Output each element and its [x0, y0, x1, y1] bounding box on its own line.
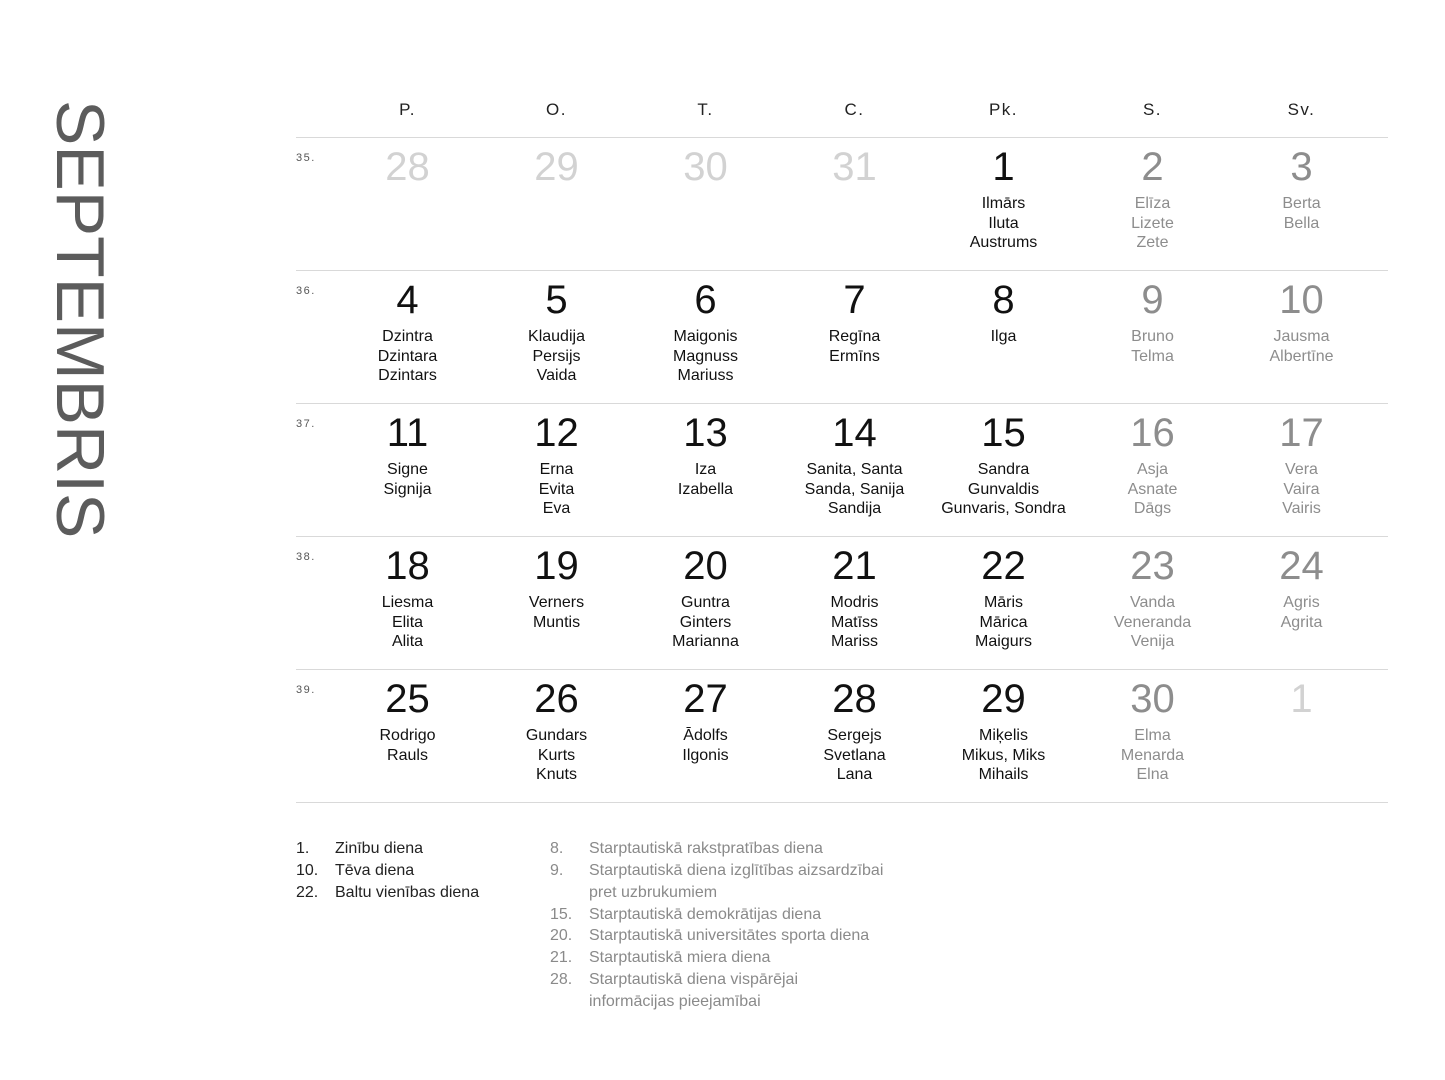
observance-text-line: Tēva diena — [335, 862, 415, 879]
name-day: Eva — [542, 500, 571, 517]
name-day: Muntis — [532, 613, 581, 631]
day-number: 12 — [534, 411, 579, 455]
name-day: Verners — [528, 594, 585, 611]
day-number: 10 — [1279, 278, 1324, 322]
weekday-label: T. — [697, 100, 714, 119]
day-cell — [1227, 537, 1376, 632]
name-days — [929, 593, 1078, 652]
name-day: Asja — [1136, 461, 1169, 478]
week-number: 39. — [296, 684, 316, 696]
week-row — [296, 670, 1388, 803]
weekday-header — [296, 98, 1388, 122]
day-cell — [631, 670, 780, 765]
observance-date: 20. — [550, 927, 573, 945]
name-day: Asnate — [1127, 480, 1178, 498]
name-day: Svetlana — [823, 746, 886, 764]
week-row — [296, 537, 1388, 670]
week-number: 38. — [296, 551, 316, 563]
observance-date: 10. — [296, 862, 319, 879]
name-day: Knuts — [536, 766, 577, 783]
day-number: 31 — [832, 145, 877, 189]
name-day: Persijs — [532, 347, 581, 365]
name-day: Regīna — [828, 328, 881, 345]
name-day: Ginters — [679, 613, 732, 631]
international-observances — [550, 838, 883, 1013]
name-day: Matīss — [830, 613, 879, 631]
name-day: Lizete — [1131, 214, 1174, 232]
name-day: Iza — [694, 461, 717, 478]
observance-text-line: Starptautiskā diena izglītības aizsardzībai — [589, 861, 884, 879]
day-cell — [482, 404, 631, 519]
week-number: 37. — [296, 418, 316, 430]
day-cell — [631, 138, 780, 194]
name-day: Dzintars — [378, 367, 437, 384]
name-day: Jausma — [1273, 328, 1330, 345]
day-number: 30 — [683, 145, 728, 189]
name-days — [780, 460, 929, 519]
day-number: 15 — [981, 411, 1026, 455]
day-number: 28 — [832, 677, 877, 721]
week-number: 35. — [296, 152, 316, 164]
name-day: Kurts — [537, 746, 576, 764]
observance-text-line: Starptautiskā demokrātijas diena — [589, 905, 822, 923]
day-number: 6 — [694, 278, 717, 322]
international-observance — [550, 969, 883, 1013]
name-day: Alita — [391, 633, 424, 650]
name-day: Sergejs — [827, 727, 882, 744]
day-cell — [1227, 138, 1376, 233]
calendar-grid — [296, 137, 1388, 803]
name-day: Maigonis — [673, 328, 738, 345]
name-day: Bella — [1283, 214, 1320, 232]
name-days — [482, 593, 631, 632]
name-days — [780, 726, 929, 785]
name-day: Mikus, Miks — [961, 746, 1046, 764]
name-day: Mārica — [979, 613, 1028, 631]
name-days — [1078, 460, 1227, 519]
week-row — [296, 404, 1388, 537]
day-number: 25 — [385, 677, 430, 721]
day-number: 27 — [683, 677, 728, 721]
name-day: Māris — [983, 594, 1024, 611]
name-day: Austrums — [969, 234, 1038, 251]
day-number: 23 — [1130, 544, 1175, 588]
observance-text — [335, 838, 423, 860]
name-days — [631, 726, 780, 765]
national-observance — [296, 860, 479, 882]
name-day: Ilga — [990, 328, 1017, 345]
name-day: Lana — [836, 766, 873, 783]
international-observance — [550, 838, 883, 860]
day-cell — [1227, 271, 1376, 366]
name-days — [333, 460, 482, 499]
weekday-label: C. — [844, 100, 865, 119]
name-day: Elita — [391, 613, 424, 631]
name-days — [333, 726, 482, 765]
day-cell — [1078, 404, 1227, 519]
day-cell — [333, 138, 482, 194]
observance-text — [589, 947, 770, 969]
day-number: 2 — [1141, 145, 1164, 189]
name-day: Bruno — [1131, 328, 1174, 345]
observance-text-line: Starptautiskā rakstpratības diena — [589, 840, 823, 857]
day-cell — [1227, 670, 1376, 726]
name-day: Rauls — [387, 746, 428, 764]
day-cell — [780, 271, 929, 366]
weekday-label: P. — [399, 100, 416, 119]
observance-date: 8. — [550, 840, 564, 857]
name-days — [482, 327, 631, 386]
name-day: Dzintra — [382, 328, 433, 345]
name-day: Elma — [1134, 727, 1171, 744]
name-day: Magnuss — [673, 347, 738, 365]
name-day: Maigurs — [975, 633, 1032, 650]
day-number: 22 — [981, 544, 1026, 588]
name-day: Mariuss — [677, 367, 734, 384]
name-day: Venija — [1130, 633, 1175, 650]
name-day: Vanda — [1129, 594, 1176, 611]
observance-text-line: Starptautiskā miera diena — [589, 949, 771, 967]
day-number: 19 — [534, 544, 579, 588]
observance-text-line: pret uzbrukumiem — [589, 883, 718, 901]
name-day: Iluta — [988, 214, 1019, 232]
day-number: 29 — [534, 145, 579, 189]
national-observance — [296, 838, 479, 860]
day-number: 11 — [386, 411, 429, 455]
observance-text-line: Zinību diena — [335, 840, 424, 857]
name-days — [780, 593, 929, 652]
observance-text — [589, 838, 823, 860]
name-day: Agrita — [1280, 613, 1323, 631]
day-number: 8 — [992, 278, 1015, 322]
day-number: 4 — [396, 278, 419, 322]
observance-text-line: informācijas pieejamībai — [589, 992, 761, 1010]
name-days — [333, 593, 482, 652]
name-days — [1227, 460, 1376, 519]
day-cell — [333, 670, 482, 765]
day-number: 29 — [981, 677, 1026, 721]
day-number: 13 — [683, 411, 728, 455]
name-day: Modris — [830, 594, 879, 611]
day-number: 9 — [1141, 278, 1164, 322]
observance-text-line: Baltu vienības diena — [335, 884, 480, 901]
name-days — [631, 593, 780, 652]
international-observance — [550, 925, 883, 947]
name-day: Albertīne — [1269, 347, 1334, 365]
name-day: Signe — [387, 461, 428, 478]
observance-date: 1. — [296, 840, 310, 857]
day-cell — [929, 271, 1078, 347]
observance-date: 15. — [550, 905, 573, 923]
name-day: Vera — [1285, 461, 1318, 478]
name-day: Vaida — [536, 367, 577, 384]
day-number: 16 — [1130, 411, 1175, 455]
name-day: Telma — [1131, 347, 1174, 365]
name-day: Elīza — [1134, 195, 1171, 212]
day-cell — [631, 537, 780, 652]
name-day: Elna — [1136, 766, 1169, 783]
name-days — [1078, 194, 1227, 253]
day-cell — [929, 404, 1078, 519]
weekday-label: Sv. — [1287, 100, 1316, 119]
day-cell — [780, 404, 929, 519]
observance-text — [335, 882, 479, 904]
day-number: 20 — [683, 544, 728, 588]
observance-text-line: Starptautiskā universitātes sporta diena — [589, 927, 870, 945]
day-number: 18 — [385, 544, 430, 588]
day-cell — [929, 537, 1078, 652]
observance-text — [589, 925, 869, 947]
name-day: Miķelis — [979, 727, 1028, 744]
observance-text — [589, 904, 821, 926]
day-cell — [1078, 537, 1227, 652]
observance-text — [335, 860, 414, 882]
day-cell — [780, 537, 929, 652]
day-cell — [1078, 670, 1227, 785]
week-number: 36. — [296, 285, 316, 297]
name-day: Sanda, Sanija — [804, 480, 905, 498]
day-cell — [482, 271, 631, 386]
international-observance — [550, 947, 883, 969]
day-number: 21 — [832, 544, 877, 588]
name-day: Zete — [1136, 234, 1169, 251]
name-days — [631, 460, 780, 499]
name-day: Liesma — [381, 594, 434, 611]
day-cell — [631, 404, 780, 499]
day-cell — [780, 138, 929, 194]
name-day: Agris — [1283, 594, 1320, 611]
name-days — [631, 327, 780, 386]
day-cell — [1078, 271, 1227, 366]
observance-text — [589, 969, 798, 1013]
name-day: Ermīns — [829, 347, 880, 365]
name-day: Gundars — [525, 727, 588, 744]
day-number: 14 — [832, 411, 877, 455]
observance-text — [589, 860, 883, 904]
day-cell — [780, 670, 929, 785]
name-day: Mariss — [830, 633, 879, 650]
day-cell — [929, 670, 1078, 785]
day-cell — [482, 138, 631, 194]
name-day: Sanita, Santa — [806, 461, 903, 478]
name-days — [1227, 194, 1376, 233]
weekday-label: Pk. — [988, 100, 1019, 119]
name-day: Rodrigo — [379, 727, 436, 744]
name-day: Dzintara — [377, 347, 438, 365]
observance-date: 22. — [296, 884, 319, 901]
name-days — [929, 194, 1078, 253]
observance-text-line: Starptautiskā diena vispārējai — [589, 971, 799, 989]
observance-date: 9. — [550, 861, 564, 879]
day-number: 26 — [534, 677, 579, 721]
name-day: Signija — [383, 480, 432, 498]
day-number: 24 — [1279, 544, 1324, 588]
international-observance — [550, 904, 883, 926]
national-observance — [296, 882, 479, 904]
name-day: Marianna — [672, 633, 739, 650]
day-cell — [333, 404, 482, 499]
day-number: 3 — [1290, 145, 1313, 189]
day-cell — [929, 138, 1078, 253]
name-days — [333, 327, 482, 386]
name-day: Ilmārs — [981, 195, 1026, 212]
day-number: 5 — [545, 278, 568, 322]
name-days — [482, 726, 631, 785]
day-number: 17 — [1279, 411, 1324, 455]
name-days — [1078, 593, 1227, 652]
day-cell — [333, 271, 482, 386]
name-days — [1227, 327, 1376, 366]
name-day: Evita — [538, 480, 575, 498]
day-cell — [482, 670, 631, 785]
day-number: 1 — [1290, 677, 1313, 721]
name-days — [929, 460, 1078, 519]
name-days — [482, 460, 631, 519]
name-day: Dāgs — [1133, 500, 1172, 517]
name-days — [929, 726, 1078, 785]
week-row — [296, 138, 1388, 271]
week-row — [296, 271, 1388, 404]
day-cell — [631, 271, 780, 386]
name-day: Sandija — [827, 500, 882, 517]
day-cell — [1227, 404, 1376, 519]
day-cell — [482, 537, 631, 632]
name-day: Gunvaldis — [967, 480, 1040, 498]
name-days — [780, 327, 929, 366]
name-days — [1078, 726, 1227, 785]
international-observance — [550, 860, 883, 904]
name-days — [1078, 327, 1227, 366]
name-days — [1227, 593, 1376, 632]
weekday-label: S. — [1142, 100, 1163, 119]
name-day: Vairis — [1282, 500, 1321, 517]
name-day: Sandra — [977, 461, 1030, 478]
name-day: Vaira — [1283, 480, 1320, 498]
day-number: 30 — [1130, 677, 1175, 721]
national-observances — [296, 838, 479, 904]
day-cell — [333, 537, 482, 652]
name-day: Veneranda — [1113, 613, 1192, 631]
day-cell — [1078, 138, 1227, 253]
observance-date: 21. — [550, 949, 573, 967]
name-day: Ādolfs — [683, 727, 728, 744]
name-day: Klaudija — [528, 328, 585, 345]
name-day: Guntra — [681, 594, 730, 611]
name-day: Mihails — [978, 766, 1029, 783]
month-title: SEPTEMBRIS — [42, 100, 118, 539]
name-day: Izabella — [677, 480, 734, 498]
name-days — [929, 327, 1078, 347]
name-day: Gunvaris, Sondra — [941, 500, 1066, 517]
day-number: 7 — [843, 278, 866, 322]
name-day: Menarda — [1120, 746, 1185, 764]
day-number: 1 — [992, 145, 1015, 189]
name-day: Berta — [1282, 195, 1321, 212]
weekday-label: O. — [546, 100, 567, 119]
day-number: 28 — [385, 145, 430, 189]
name-day: Erna — [539, 461, 574, 478]
name-day: Ilgonis — [682, 746, 729, 764]
observance-date: 28. — [550, 971, 573, 989]
